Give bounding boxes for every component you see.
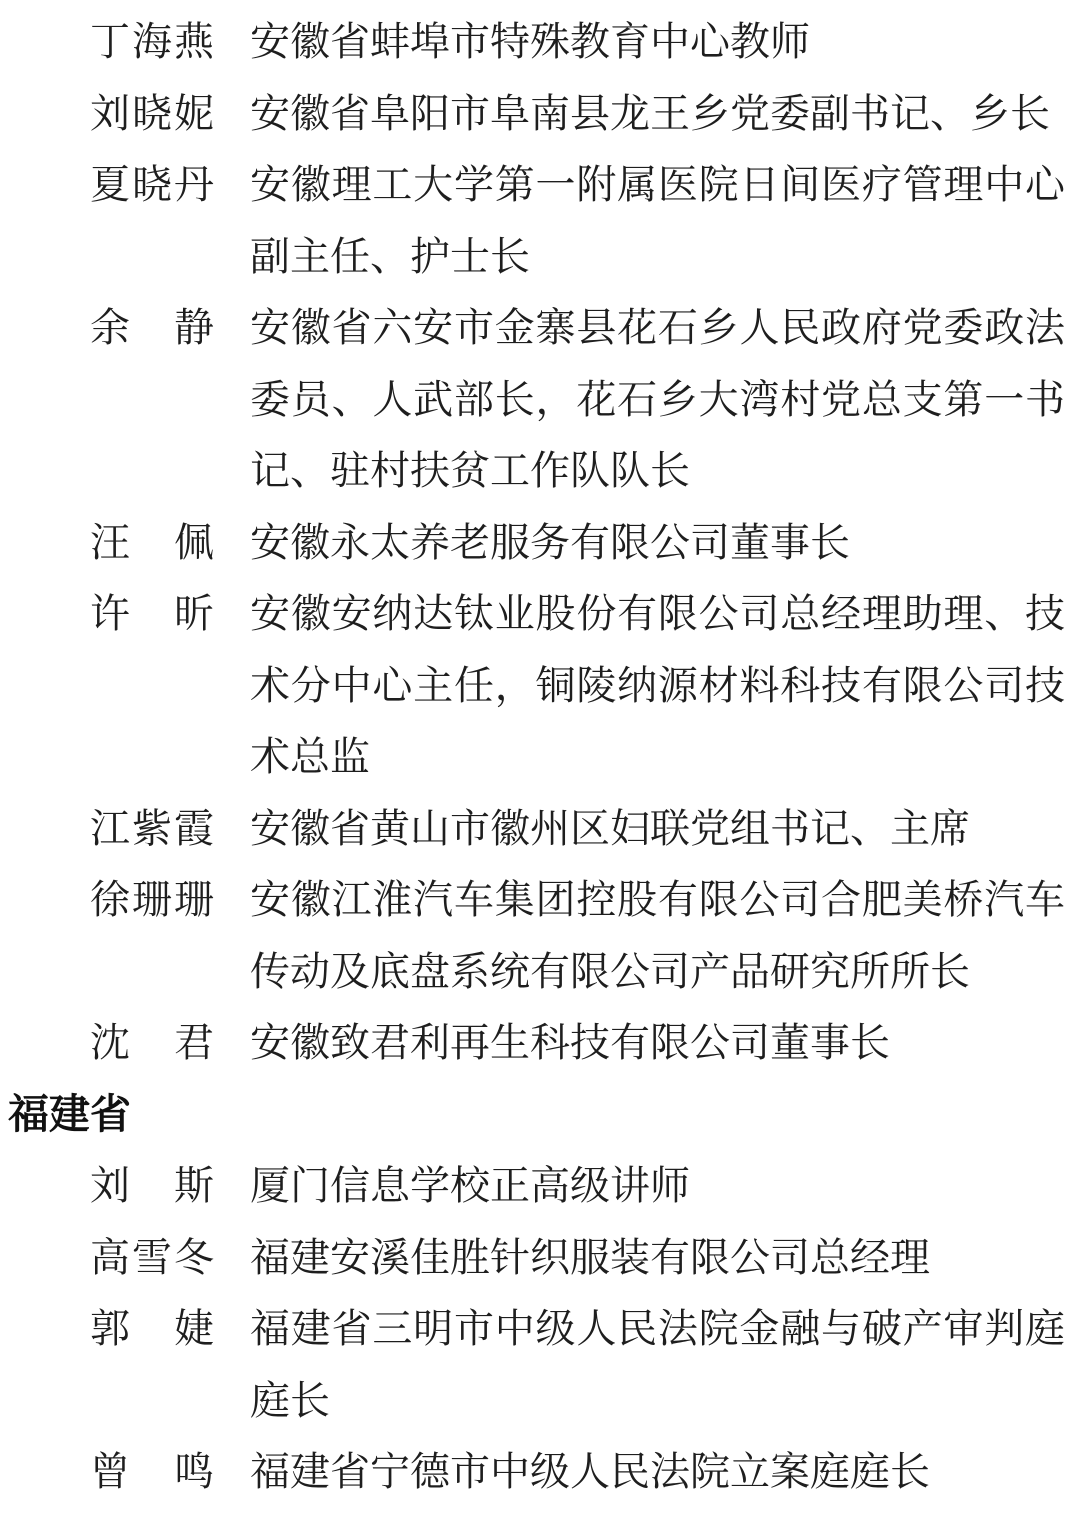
honoree-title: 安徽省阜阳市阜南县龙王乡党委副书记、乡长 [250, 90, 1050, 136]
honoree-name: 许 昕 [90, 591, 214, 636]
honoree-title: 安徽省黄山市徽州区妇联党组书记、主席 [250, 805, 970, 851]
honoree-title: 福建省宁德市中级人民法院立案庭庭长 [250, 1449, 930, 1494]
honoree-name: 丁海燕 [90, 19, 214, 64]
honoree-name: 刘 斯 [90, 1163, 214, 1208]
honoree-name: 刘晓妮 [90, 90, 214, 136]
honoree-row [90, 1436, 1080, 1508]
honoree-name: 汪 佩 [90, 519, 214, 565]
honoree-row [90, 578, 1080, 793]
honoree-title: 安徽理工大学第一附属医院日间医疗管理中心副主任、护士长 [250, 162, 1065, 279]
honoree-title: 福建安溪佳胜针织服装有限公司总经理 [250, 1234, 930, 1280]
honoree-row [90, 1150, 1080, 1222]
honoree-name: 高雪冬 [90, 1234, 214, 1280]
honoree-row [90, 1293, 1080, 1436]
honoree-name: 余 静 [90, 305, 214, 350]
honoree-title: 安徽永太养老服务有限公司董事长 [250, 519, 850, 565]
honoree-title: 安徽安纳达钛业股份有限公司总经理助理、技术分中心主任，铜陵纳源材料科技有限公司技术总监 [250, 591, 1065, 779]
honoree-title: 安徽省六安市金寨县花石乡人民政府党委政法委员、人武部长，花石乡大湾村党总支第一书记、驻村扶贫工作队队长 [250, 305, 1065, 493]
honoree-title: 安徽省蚌埠市特殊教育中心教师 [250, 19, 810, 64]
honoree-row [90, 507, 1080, 579]
honoree-row [90, 793, 1080, 865]
honoree-title: 福建省三明市中级人民法院金融与破产审判庭庭长 [250, 1306, 1065, 1423]
honoree-row [90, 864, 1080, 1007]
province-section [0, 6, 1080, 1079]
province-section [0, 1079, 1080, 1508]
honoree-name: 沈 君 [90, 1020, 214, 1065]
honoree-row [90, 78, 1080, 150]
honoree-name: 曾 鸣 [90, 1449, 214, 1494]
honoree-name: 夏晓丹 [90, 162, 214, 207]
honoree-row [90, 149, 1080, 292]
province-heading: 福建省 [8, 1090, 131, 1137]
honoree-row [90, 292, 1080, 507]
honoree-row [90, 1222, 1080, 1294]
honoree-title: 安徽江淮汽车集团控股有限公司合肥美桥汽车传动及底盘系统有限公司产品研究所所长 [250, 877, 1065, 994]
honoree-name: 郭 婕 [90, 1306, 214, 1351]
honoree-name: 江紫霞 [90, 805, 214, 851]
honoree-row [90, 1007, 1080, 1079]
honoree-row [90, 6, 1080, 78]
honoree-title: 厦门信息学校正高级讲师 [250, 1163, 690, 1208]
honoree-name: 徐珊珊 [90, 877, 214, 922]
honoree-title: 安徽致君利再生科技有限公司董事长 [250, 1020, 890, 1065]
